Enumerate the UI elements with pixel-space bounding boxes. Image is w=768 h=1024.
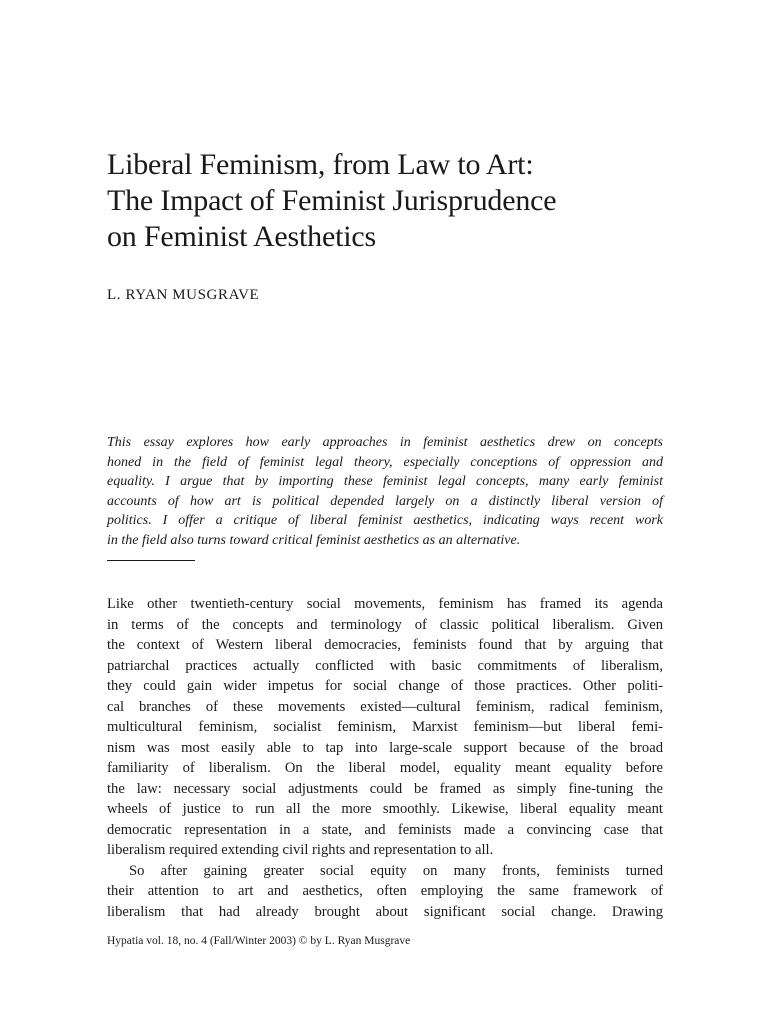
abstract-line: equality. I argue that by importing these feminist legal concepts, many early feminist: [107, 474, 663, 490]
body-line: nism was most easily able to tap into large-scale support because of the broad: [107, 739, 663, 756]
title-line: Liberal Feminism, from Law to Art:: [107, 148, 534, 181]
abstract-line: accounts of how art is political depended largely on a distinctly liberal version of: [107, 493, 663, 509]
abstract-line: politics. I offer a critique of liberal feminist aesthetics, indicating ways recent work: [107, 513, 663, 529]
body-line: they could gain wider impetus for social change of those practices. Other politi-: [107, 678, 663, 694]
title-line: The Impact of Feminist Jurisprudence: [107, 184, 557, 217]
abstract-line: in the field also turns toward critical feminist aesthetics as an alternative.: [107, 532, 521, 548]
body-line: Like other twentieth-century social movements, feminism has framed its agenda: [107, 596, 663, 612]
body-line: multicultural feminism, socialist feminism, Marxist feminism—but liberal femi-: [107, 719, 663, 735]
citation-footer: Hypatia vol. 18, no. 4 (Fall/Winter 2003) © by L. Ryan Musgrave: [107, 935, 411, 947]
body-line: liberalism required extending civil rights and representation to all.: [107, 842, 494, 858]
article-title: [107, 147, 707, 255]
section-divider: [107, 560, 195, 561]
body-line: patriarchal practices actually conflicted with basic commitments of liberalism,: [107, 657, 663, 674]
body-line: liberalism that had already brought about significant social change. Drawing: [107, 903, 663, 920]
body-line: the law: necessary social adjustments could be framed as simply fine-tuning the: [107, 780, 663, 797]
abstract-line: This essay explores how early approaches in feminist aesthetics drew on concepts: [107, 435, 663, 450]
body-line: the context of Western liberal democracies, feminists found that by arguing that: [107, 637, 663, 653]
abstract-line: honed in the field of feminist legal theory, especially conceptions of oppression and: [107, 454, 663, 470]
abstract: [107, 433, 663, 551]
author-name: L. RYAN MUSGRAVE: [107, 287, 260, 303]
body-line: familiarity of liberalism. On the liberal model, equality meant equality before: [107, 760, 663, 776]
body-line: their attention to art and aesthetics, often employing the same framework of: [107, 883, 663, 899]
body-line: cal branches of these movements existed—cultural feminism, radical feminism,: [107, 698, 663, 715]
body-text: [107, 594, 663, 922]
body-line: So after gaining greater social equity on many fronts, feminists turned: [129, 862, 663, 879]
body-line: in terms of the concepts and terminology of classic political liberalism. Given: [107, 616, 663, 633]
title-line: on Feminist Aesthetics: [107, 220, 376, 253]
body-line: wheels of justice to run all the more smoothly. Likewise, liberal equality meant: [107, 801, 663, 817]
body-line: democratic representation in a state, and feminists made a convincing case that: [107, 821, 663, 838]
